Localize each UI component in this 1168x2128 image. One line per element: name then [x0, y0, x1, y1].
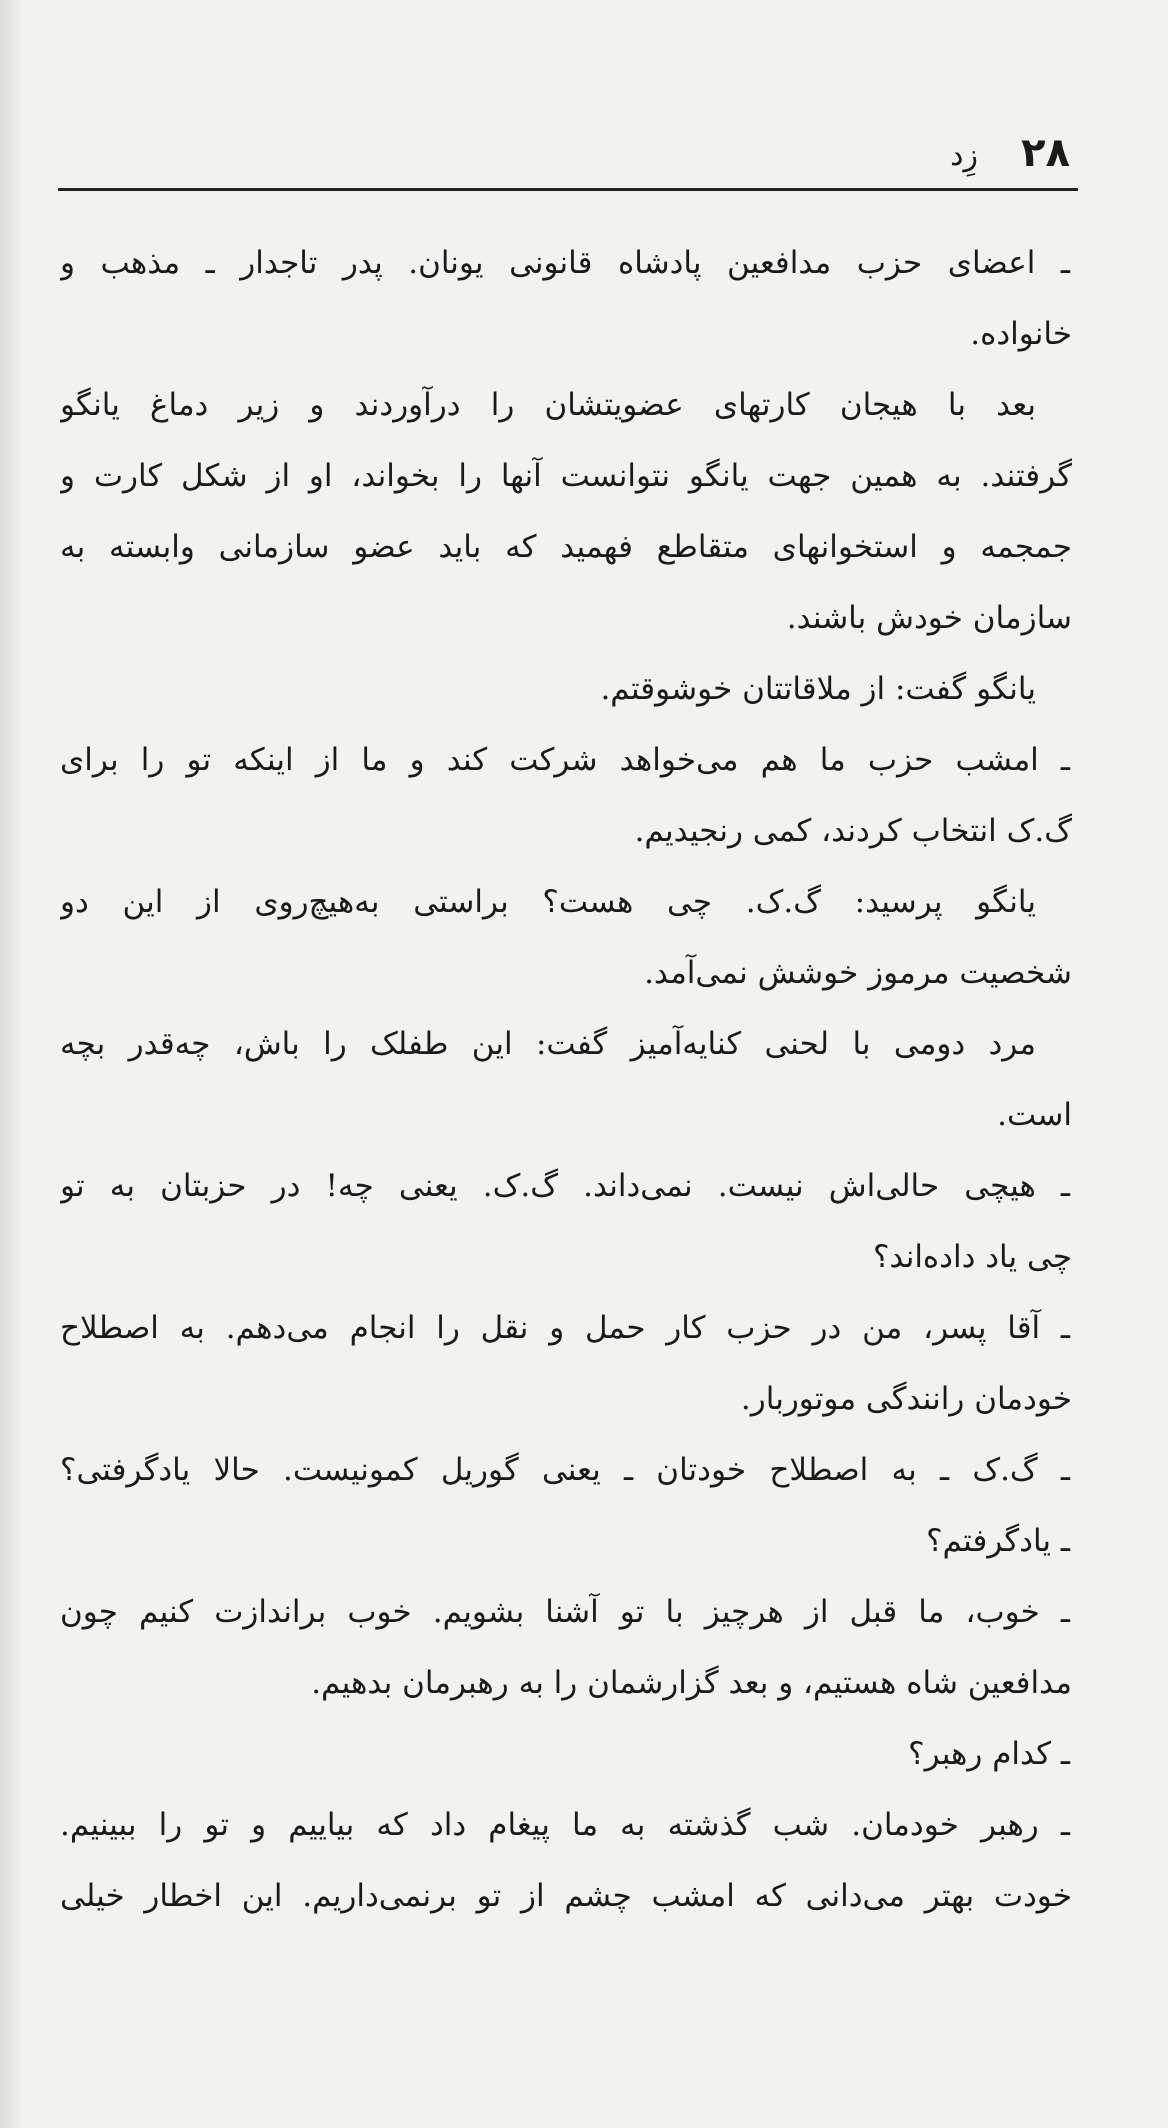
text-line: شخصیت مرموز خوشش نمی‌آمد.	[644, 955, 1072, 991]
text-line: مرد دومی با لحنی کنایه‌آمیز گفت: این طفلک را باش، چه‌قدر بچه	[60, 1026, 1036, 1062]
header-rule	[58, 188, 1078, 191]
page-gutter-shadow	[0, 0, 22, 2128]
page-number: ۲۸	[1021, 130, 1070, 176]
text-line: خودمان رانندگی موتوربار.	[740, 1381, 1072, 1417]
text-line: مدافعین شاه هستیم، و بعد گزارشمان را به رهبرمان بدهیم.	[311, 1665, 1072, 1701]
text-line: ـ کدام رهبر؟	[908, 1736, 1070, 1772]
text-line: خودت بهتر می‌دانی که امشب چشم از تو برنمی‌داریم. این اخطار خیلی	[60, 1878, 1072, 1914]
text-line: ـ امشب حزب ما هم می‌خواهد شرکت کند و ما از اینکه تو را برای	[60, 742, 1070, 778]
text-line: ـ گ.ک ـ به اصطلاح خودتان ـ یعنی گوریل کمونیست. حالا یادگرفتی؟	[60, 1452, 1070, 1488]
text-line: ـ یادگرفتم؟	[926, 1523, 1070, 1559]
text-line: یانگو پرسید: گ.ک. چی هست؟ براستی به‌هیچ‌روی از این دو	[60, 884, 1036, 920]
text-line: است.	[997, 1097, 1072, 1133]
text-line: ـ اعضای حزب مدافعین پادشاه قانونی یونان. پدر تاجدار ـ مذهب و	[60, 245, 1070, 281]
text-line: ـ هیچی حالی‌اش نیست. نمی‌داند. گ.ک. یعنی چه! در حزبتان به تو	[60, 1168, 1070, 1204]
text-line: چی یاد داده‌اند؟	[872, 1239, 1072, 1275]
text-line: ـ خوب، ما قبل از هرچیز با تو آشنا بشویم. خوب براندازت کنیم چون	[60, 1594, 1070, 1630]
text-line: گرفتند. به همین جهت یانگو نتوانست آنها را بخواند، او از شکل کارت و	[60, 458, 1072, 494]
body-text	[60, 228, 1072, 1932]
text-line: سازمان خودش باشند.	[786, 600, 1072, 636]
text-line: بعد با هیجان کارتهای عضویتشان را درآوردند و زیر دماغ یانگو	[60, 387, 1036, 423]
text-line: گ.ک انتخاب کردند، کمی رنجیدیم.	[634, 813, 1072, 849]
text-line: جمجمه و استخوانهای متقاطع فهمید که باید عضو سازمانی وابسته به	[60, 529, 1072, 565]
running-title: زِد	[950, 138, 978, 173]
text-line: یانگو گفت: از ملاقاتتان خوشوقتم.	[600, 671, 1036, 707]
text-line: ـ رهبر خودمان. شب گذشته به ما پیغام داد که بیاییم و تو را ببینیم.	[60, 1807, 1070, 1843]
page-header	[58, 128, 1070, 188]
text-line: ـ آقا پسر، من در حزب کار حمل و نقل را انجام می‌دهم. به اصطلاح	[60, 1310, 1070, 1346]
text-line: خانواده.	[970, 316, 1072, 352]
